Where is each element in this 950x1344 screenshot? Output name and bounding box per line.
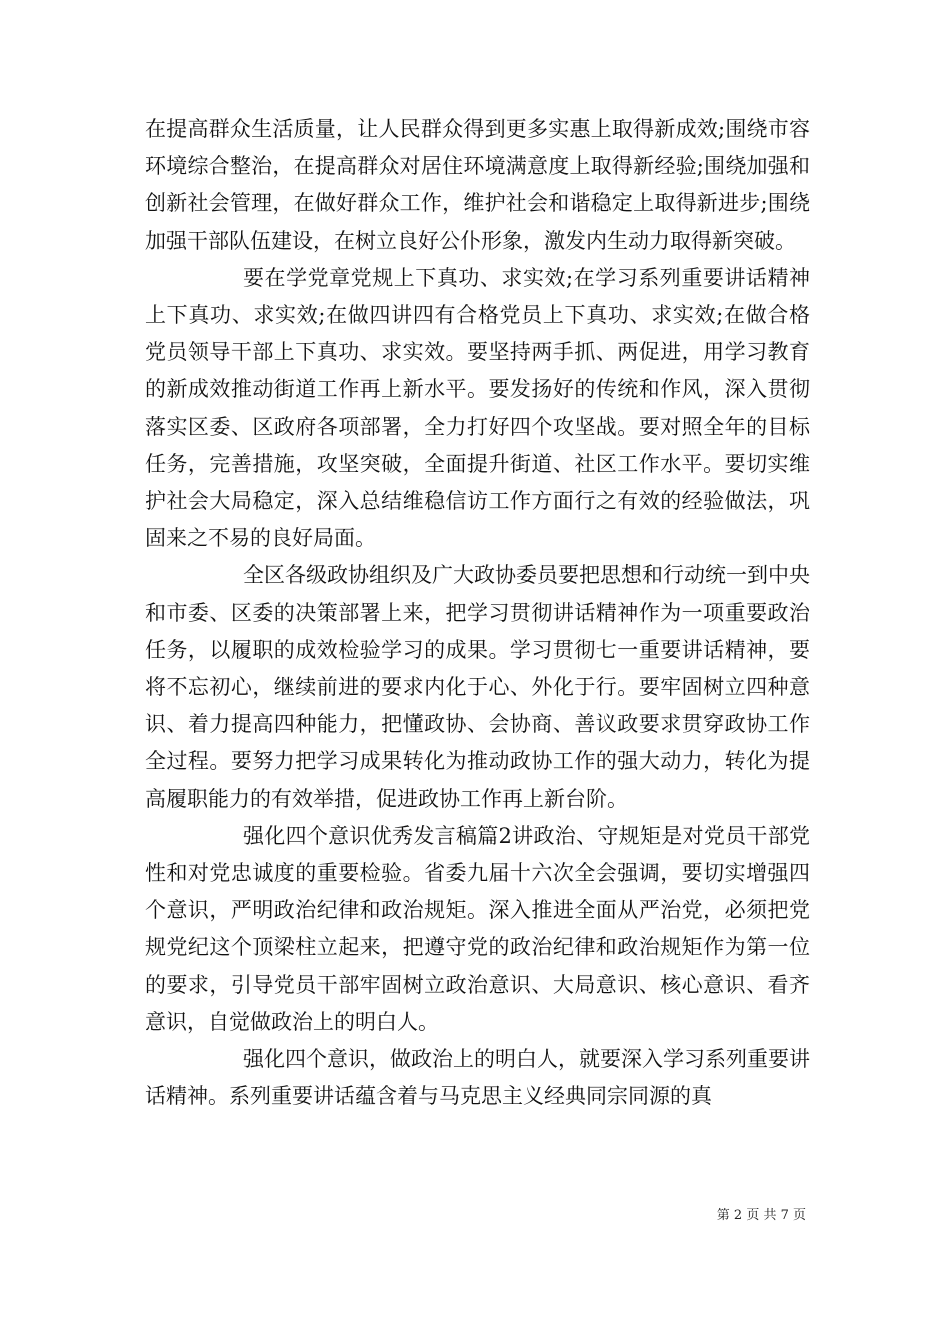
paragraph-1: 在提高群众生活质量，让人民群众得到更多实惠上取得新成效;围绕市容环境综合整治，在提高群众对居住环境满意度上取得新经验;围绕加强和创新社会管理，在做好群众工作，维护社会和谐稳定上取得新进步;围绕加强干部队伍建设，在树立良好公仆形象，激发内生动力取得新突破。	[145, 117, 810, 253]
page-number-footer: 第 2 页 共 7 页	[716, 1208, 806, 1223]
paragraph-5: 强化四个意识，做政治上的明白人，就要深入学习系列重要讲话精神。系列重要讲话蕴含着与马克思主义经典同宗同源的真	[145, 1047, 810, 1109]
paragraph-4: 强化四个意识优秀发言稿篇2讲政治、守规矩是对党员干部党性和对党忠诚度的重要检验。省委九届十六次全会强调，要切实增强四个意识，严明政治纪律和政治规矩。深入推进全面从严治党，必须把党规党纪这个顶梁柱立起来，把遵守党的政治纪律和政治规矩作为第一位的要求，引导党员干部牢固树立政治意识、大局意识、核心意识、看齐意识，自觉做政治上的明白人。	[145, 823, 810, 1034]
paragraph-3: 全区各级政协组织及广大政协委员要把思想和行动统一到中央和市委、区委的决策部署上来，把学习贯彻讲话精神作为一项重要政治任务，以履职的成效检验学习的成果。学习贯彻七一重要讲话精神，要将不忘初心，继续前进的要求内化于心、外化于行。要牢固树立四种意识、着力提高四种能力，把懂政协、会协商、善议政要求贯穿政协工作全过程。要努力把学习成果转化为推动政协工作的强大动力，转化为提高履职能力的有效举措，促进政协工作再上新台阶。	[145, 563, 810, 811]
paragraph-2: 要在学党章党规上下真功、求实效;在学习系列重要讲话精神上下真功、求实效;在做四讲四有合格党员上下真功、求实效;在做合格党员领导干部上下真功、求实效。要坚持两手抓、两促进，用学习教育的新成效推动街道工作再上新水平。要发扬好的传统和作风，深入贯彻落实区委、区政府各项部署，全力打好四个攻坚战。要对照全年的目标任务，完善措施，攻坚突破，全面提升街道、社区工作水平。要切实维护社会大局稳定，深入总结维稳信访工作方面行之有效的经验做法，巩固来之不易的良好局面。	[145, 265, 810, 551]
document-body	[145, 111, 810, 1115]
